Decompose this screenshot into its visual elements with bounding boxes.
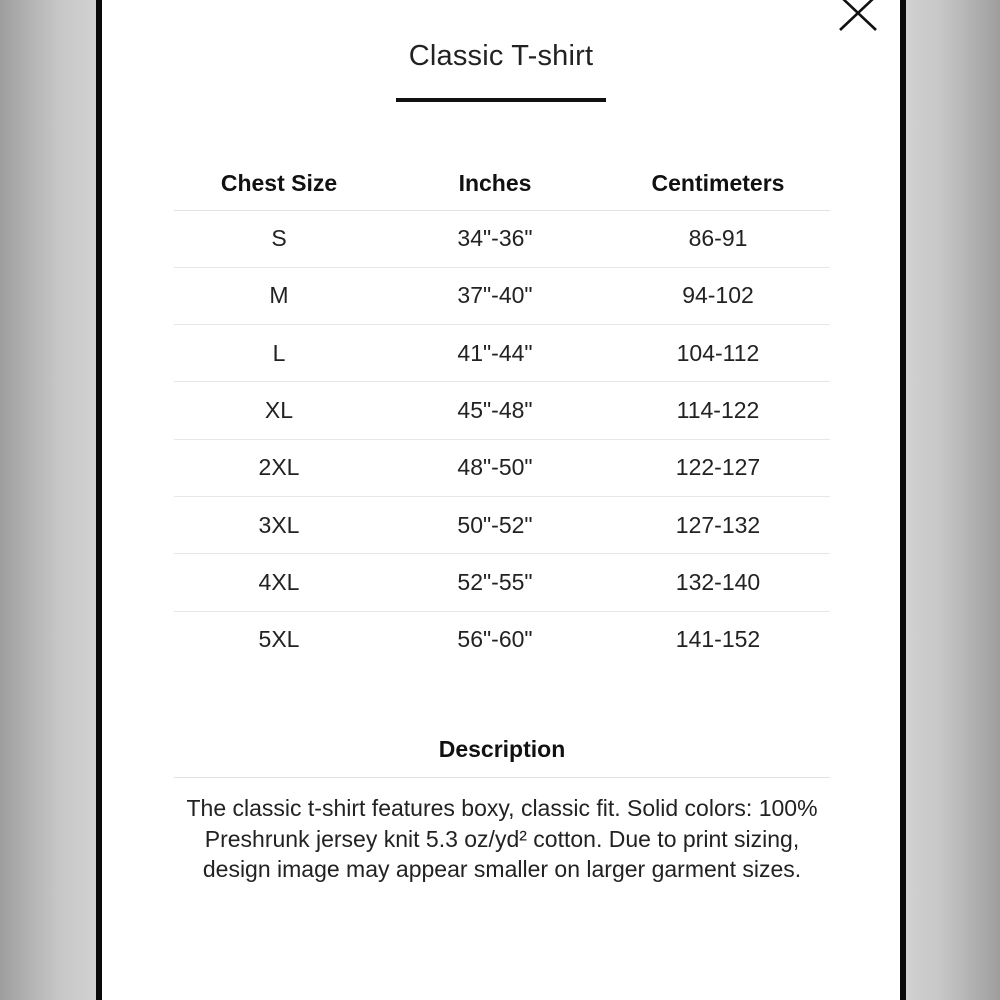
backdrop-left — [0, 0, 96, 1000]
cell-size: M — [174, 267, 384, 324]
table-row — [174, 267, 830, 324]
table-row — [174, 382, 830, 439]
modal-title: Classic T-shirt — [408, 40, 594, 72]
cell-size: S — [174, 210, 384, 267]
cell-size: 5XL — [258, 626, 300, 653]
size-table — [174, 158, 830, 668]
header-inches: Inches — [384, 158, 606, 210]
cell-size: 2XL — [174, 439, 384, 496]
header-chest-size: Chest Size — [174, 158, 384, 210]
cell-inches: 34"-36" — [384, 210, 606, 267]
cell-inches: 50"-52" — [384, 496, 606, 553]
cell-size: 4XL — [174, 554, 384, 611]
table-row — [174, 439, 830, 496]
cell-centimeters: 114-122 — [606, 382, 830, 439]
cell-centimeters: 141-152 — [675, 626, 761, 653]
table-header-row — [174, 158, 830, 210]
title-underline — [396, 98, 606, 102]
cell-inches: 48"-50" — [384, 439, 606, 496]
table-row — [174, 496, 830, 553]
cell-inches: 56"-60" — [457, 626, 533, 653]
cell-centimeters: 86-91 — [606, 210, 830, 267]
description-heading: Description — [174, 736, 830, 778]
description-text: The classic t-shirt features boxy, classic fit. Solid colors: 100% Preshrunk jersey knit 5.3 oz/yd² cotton. Due to print sizing, design image may appear smaller on larger garment sizes. — [186, 795, 818, 882]
cell-size: XL — [174, 382, 384, 439]
table-row — [174, 210, 830, 267]
cell-inches: 52"-55" — [384, 554, 606, 611]
size-chart-modal — [96, 0, 906, 1000]
cell-size: 3XL — [174, 496, 384, 553]
close-button[interactable] — [836, 0, 880, 34]
table-row — [174, 611, 830, 668]
cell-centimeters: 127-132 — [606, 496, 830, 553]
cell-inches: 41"-44" — [384, 325, 606, 382]
table-row — [174, 325, 830, 382]
cell-centimeters: 104-112 — [606, 325, 830, 382]
cell-centimeters: 94-102 — [606, 267, 830, 324]
cell-inches: 45"-48" — [384, 382, 606, 439]
cell-centimeters: 122-127 — [606, 439, 830, 496]
close-icon — [836, 0, 880, 34]
header-centimeters: Centimeters — [606, 158, 830, 210]
table-row — [174, 554, 830, 611]
backdrop-right — [904, 0, 1000, 1000]
cell-size: L — [174, 325, 384, 382]
cell-inches: 37"-40" — [384, 267, 606, 324]
cell-centimeters: 132-140 — [606, 554, 830, 611]
